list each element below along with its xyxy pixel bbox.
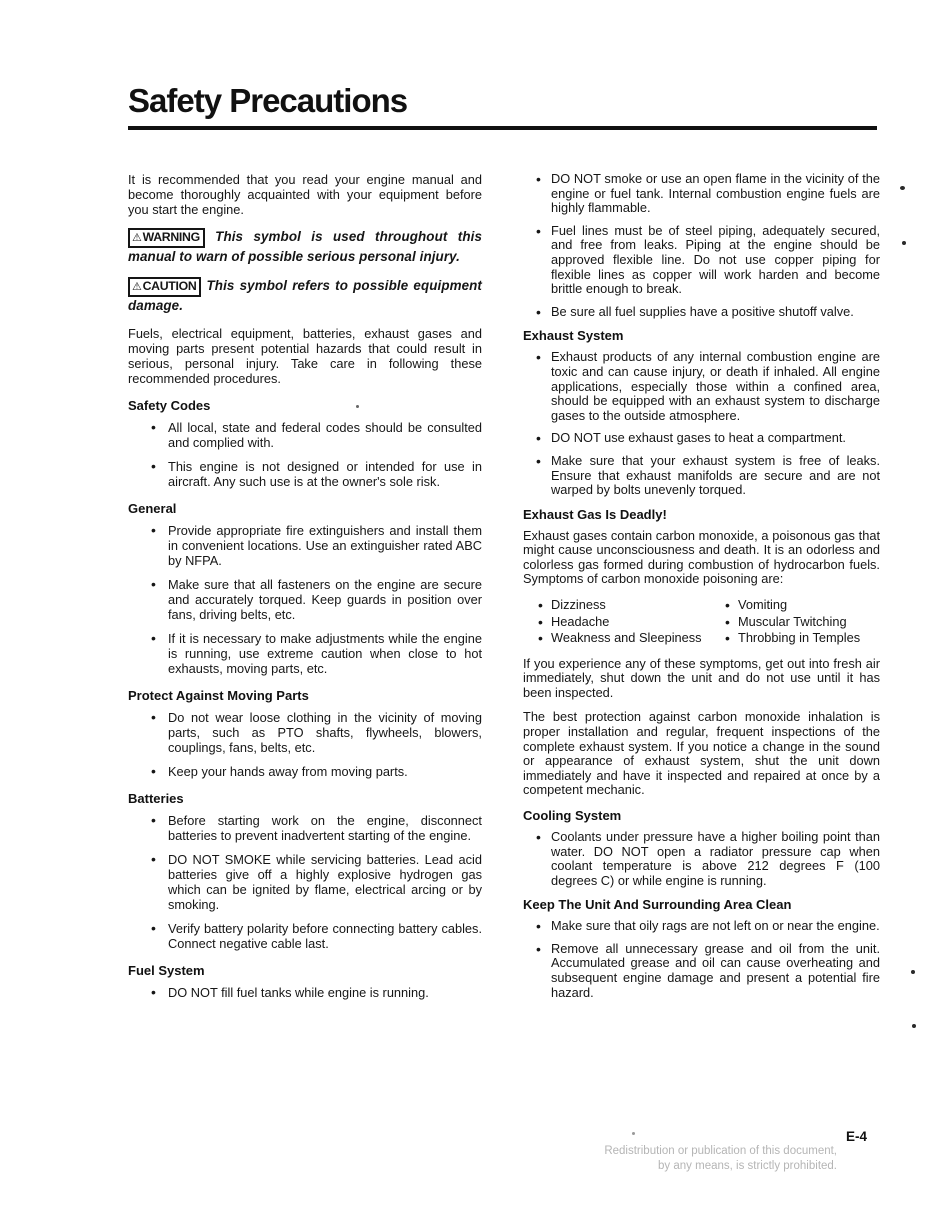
bullet-item: • DO NOT use exhaust gases to heat a compartment.: [523, 431, 880, 446]
bullet-item: • This engine is not designed or intended for use in aircraft. Any such use is at the owner's sole risk.: [128, 459, 482, 489]
fuel-system-list: [128, 985, 482, 1000]
right-column: [523, 172, 880, 1008]
bullet-item: • All local, state and federal codes should be consulted and complied with.: [128, 420, 482, 450]
bullet-item: • Verify battery polarity before connecting battery cables. Connect negative cable last.: [128, 921, 482, 951]
caution-label-box: [128, 277, 201, 297]
caution-label: CAUTION: [142, 279, 197, 293]
left-column: [128, 172, 482, 1009]
bullet-item: • Be sure all fuel supplies have a positive shutoff valve.: [523, 305, 880, 320]
co-protection-paragraph: The best protection against carbon monoxide inhalation is proper installation and regular, frequent inspections of the complete exhaust system. If you notice a change in the sound or appearance of exhaust system, shut the unit down immediately and have it inspected and repaired at once by a competent mechanic.: [523, 709, 880, 798]
bullet-item: • Coolants under pressure have a higher boiling point than water. DO NOT open a radiator pressure cap when coolant temperature is above 212 degrees F (100 degrees C) or while engine is running.: [523, 830, 880, 888]
watermark-line: by any means, is strictly prohibited.: [658, 1160, 837, 1172]
cooling-system-list: [523, 830, 880, 888]
section-heading-exhaust-gas-deadly: Exhaust Gas Is Deadly!: [523, 506, 667, 522]
scan-artifact: [902, 241, 906, 245]
symptoms-list: [523, 597, 880, 647]
section-heading-fuel-system: Fuel System: [128, 963, 205, 978]
bullet-item: • DO NOT SMOKE while servicing batteries. Lead acid batteries give off a highly explosive hydrogen gas which can be ignited by flame, electrical arcing or by smoking.: [128, 852, 482, 912]
warning-label-box: [128, 228, 205, 248]
symptom-item: • Throbbing in Temples: [725, 630, 880, 647]
watermark-text: [557, 1144, 837, 1174]
section-heading-exhaust-system: Exhaust System: [523, 328, 624, 344]
warning-label: WARNING: [142, 230, 200, 244]
section-heading-safety-codes: Safety Codes: [128, 398, 211, 413]
title-rule: [128, 126, 877, 130]
section-heading-moving-parts: Protect Against Moving Parts: [128, 688, 309, 703]
bullet-item: • Keep your hands away from moving parts.: [128, 764, 482, 779]
page-title: Safety Precautions: [128, 82, 408, 119]
bullet-item: • Make sure that oily rags are not left on or near the engine.: [523, 919, 880, 934]
bullet-item: • Do not wear loose clothing in the vicinity of moving parts, such as PTO shafts, flywheels, blowers, couplings, fans, belts, etc.: [128, 710, 482, 755]
bullet-item: • DO NOT smoke or use an open flame in the vicinity of the engine or fuel tank. Internal combustion engine fuels are highly flammable.: [523, 172, 880, 216]
scan-artifact: [900, 186, 905, 190]
warning-triangle-icon: ⚠: [132, 232, 142, 244]
scan-artifact: [356, 405, 359, 408]
bullet-item: • Make sure that your exhaust system is free of leaks. Ensure that exhaust manifolds are secure and are not warped by bolts unevenly torqued.: [523, 454, 880, 498]
caution-triangle-icon: ⚠: [132, 281, 142, 293]
scan-artifact: [632, 1132, 635, 1135]
safety-codes-list: [128, 420, 482, 489]
bullet-item: • Provide appropriate fire extinguishers and install them in convenient locations. Use an extinguisher rated ABC by NFPA.: [128, 523, 482, 568]
bullet-item: • DO NOT fill fuel tanks while engine is running.: [128, 985, 482, 1000]
exhaust-system-list: [523, 350, 880, 497]
bullet-item: • If it is necessary to make adjustments while the engine is running, use extreme caution when close to hot exhausts, moving parts, etc.: [128, 631, 482, 676]
section-heading-cooling-system: Cooling System: [523, 807, 622, 823]
batteries-list: [128, 813, 482, 951]
symptoms-advice-paragraph: If you experience any of these symptoms, get out into fresh air immediately, shut down the unit and do not use until it has been inspected.: [523, 655, 880, 700]
section-heading-batteries: Batteries: [128, 791, 184, 806]
exhaust-gas-intro-paragraph: Exhaust gases contain carbon monoxide, a poisonous gas that might cause unconsciousness and death. It is an odorless and colorless gas formed during combustion of hydrocarbon fuels. Symptoms of carbon monoxide poisoning are:: [523, 527, 880, 587]
hazards-paragraph: Fuels, electrical equipment, batteries, exhaust gases and moving parts present potential hazards that could result in serious, personal injury. Take care in following these recommended procedures.: [128, 326, 482, 386]
bullet-item: • Exhaust products of any internal combustion engine are toxic and can cause injury, or death if inhaled. All engine applications, especially those within a confined area, should be equipped with an exhaust system to discharge gases to the outside atmosphere.: [523, 350, 880, 423]
bullet-item: • Before starting work on the engine, disconnect batteries to prevent inadvertent starting of the engine.: [128, 813, 482, 843]
page-number: E-4: [846, 1129, 868, 1144]
caution-notice: [128, 277, 482, 315]
symptom-item: • Dizziness: [538, 597, 725, 614]
bullet-item: • Make sure that all fasteners on the engine are secure and accurately torqued. Keep guards in position over fans, driving belts, etc.: [128, 577, 482, 622]
scan-artifact: [912, 1024, 916, 1028]
section-heading-keep-clean: Keep The Unit And Surrounding Area Clean: [523, 897, 792, 913]
scan-artifact: [911, 970, 915, 974]
bullet-item: • Fuel lines must be of steel piping, adequately secured, and free from leaks. Piping at the engine should be approved flexible line. Do not use copper piping for flexible lines as copper will work harden and become brittle enough to break.: [523, 224, 880, 297]
symptom-item: • Vomiting: [725, 597, 880, 614]
bullet-item: • Remove all unnecessary grease and oil from the unit. Accumulated grease and oil can cause overheating and subsequent engine damage and present a potential fire hazard.: [523, 942, 880, 1000]
section-heading-general: General: [128, 501, 177, 516]
symptom-item: • Headache: [538, 614, 725, 631]
fuel-system-continued-list: [523, 172, 880, 319]
caution-text: This symbol refers to possible equipment damage.: [128, 278, 482, 313]
general-list: [128, 523, 482, 676]
warning-text: This symbol is used throughout this manual to warn of possible serious personal injury.: [128, 229, 482, 264]
watermark-line: Redistribution or publication of this document,: [604, 1145, 837, 1157]
keep-clean-list: [523, 919, 880, 1000]
moving-parts-list: [128, 710, 482, 779]
symptom-item: • Weakness and Sleepiness: [538, 630, 725, 647]
symptom-item: • Muscular Twitching: [725, 614, 880, 631]
intro-paragraph: It is recommended that you read your engine manual and become thoroughly acquainted with your equipment before you start the engine.: [128, 172, 482, 217]
warning-notice: [128, 228, 482, 266]
